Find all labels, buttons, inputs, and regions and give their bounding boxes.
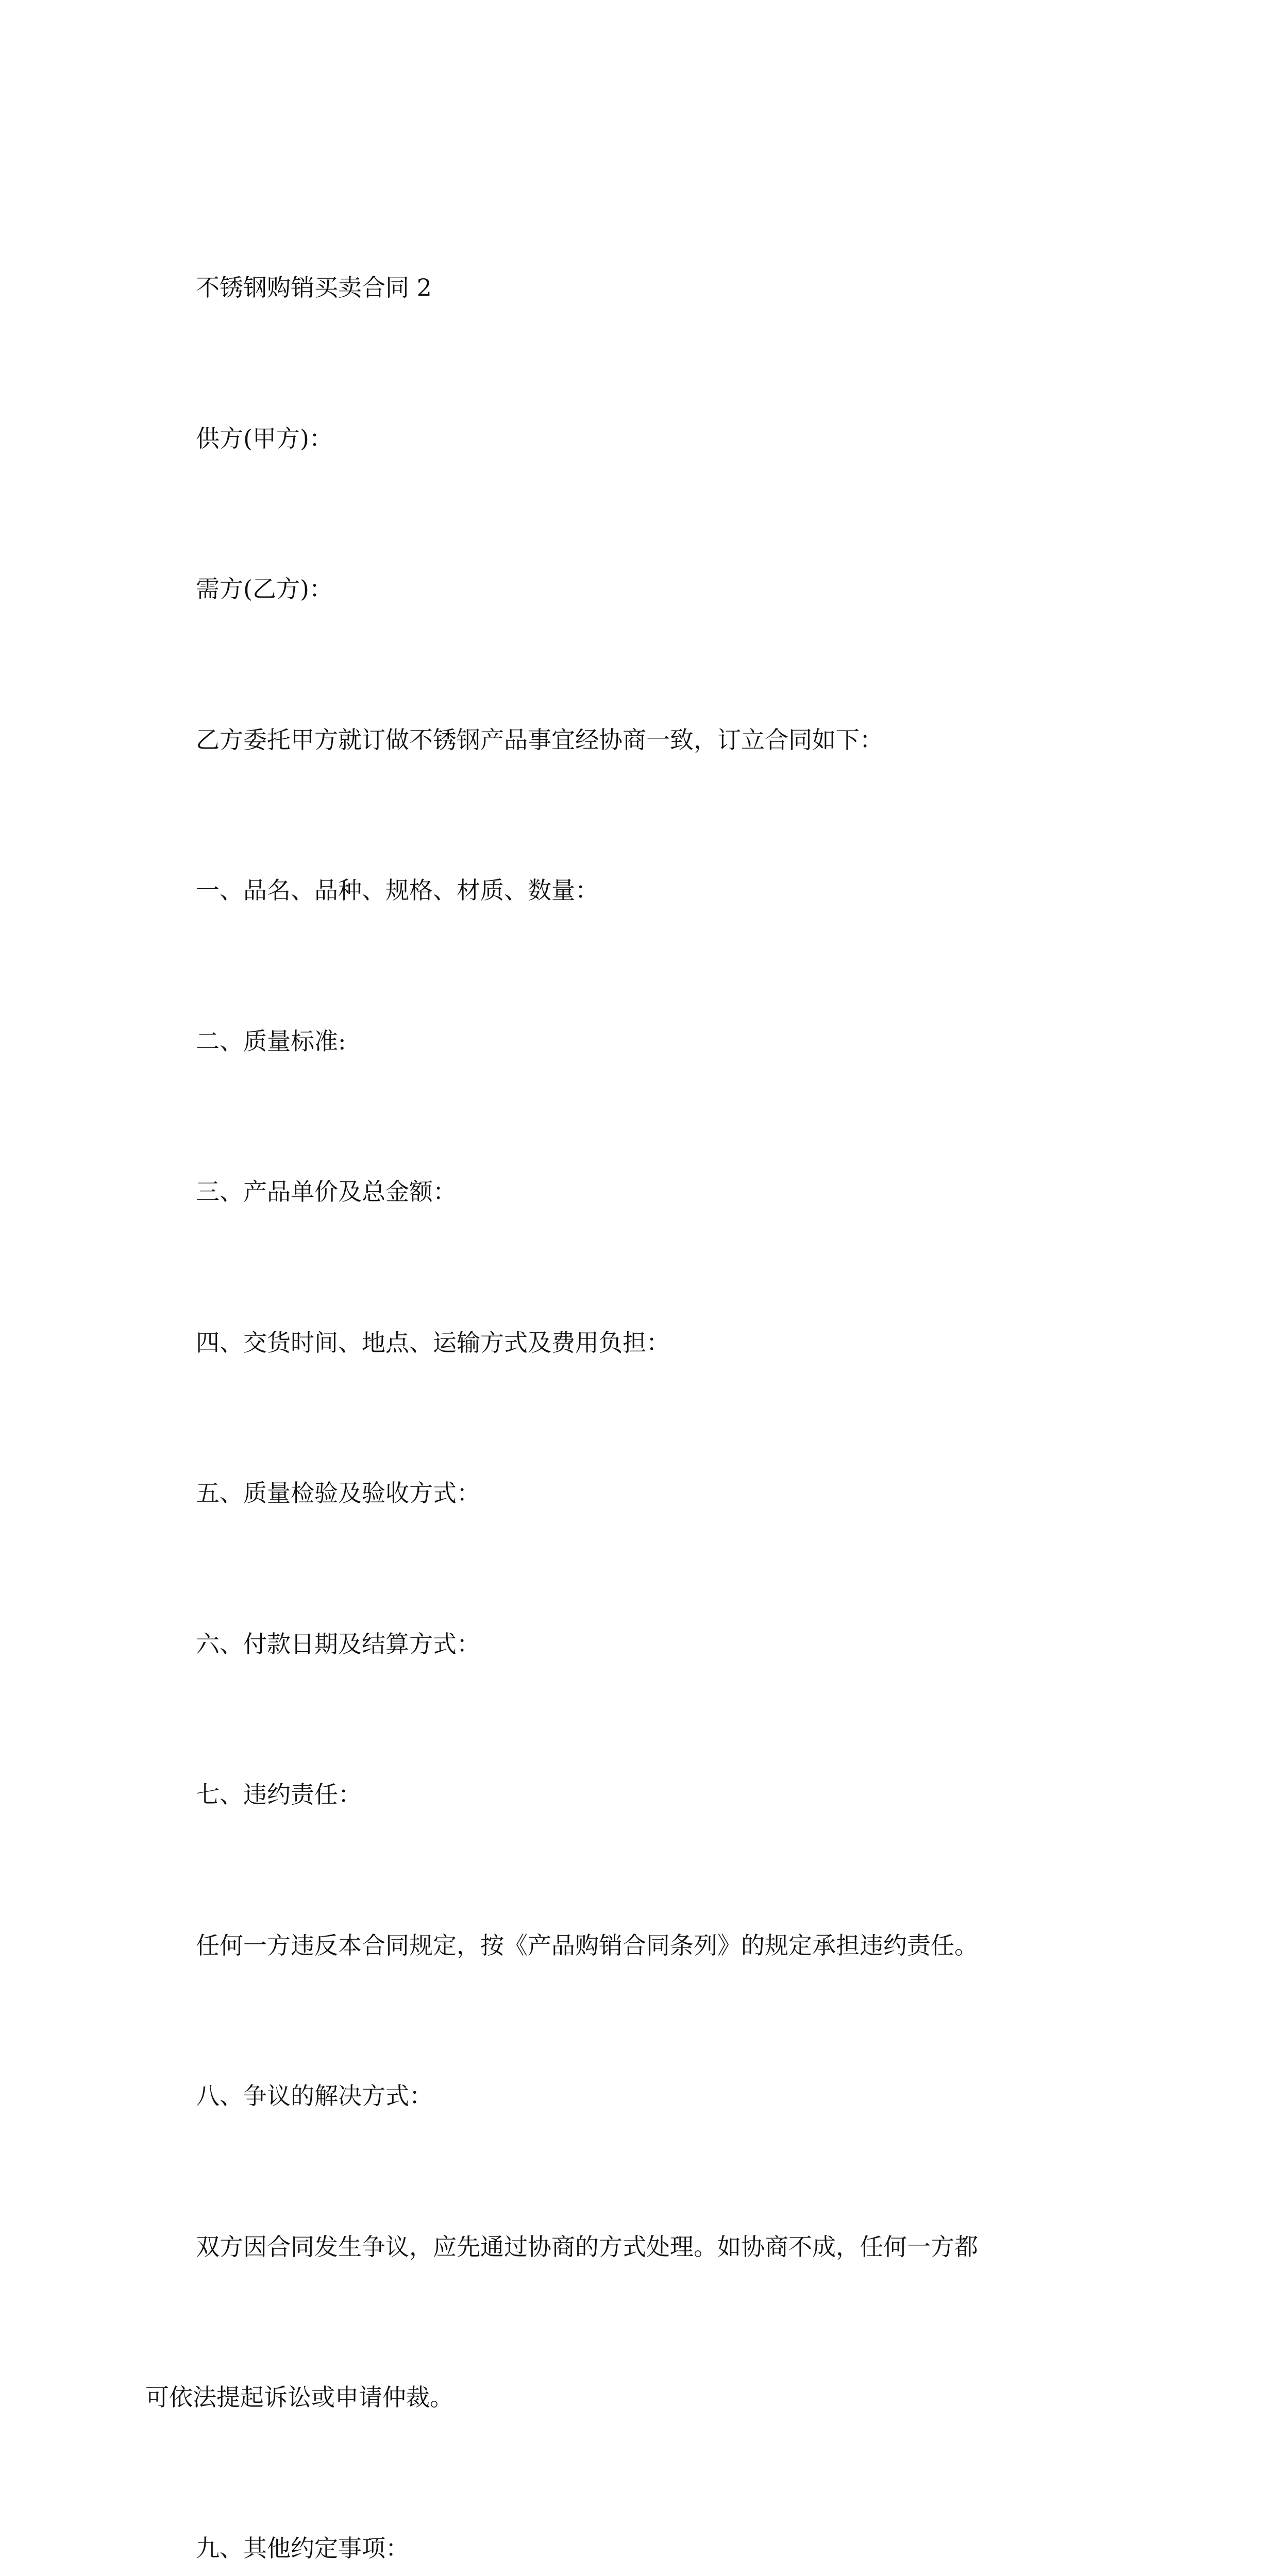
- contract2-clause3: 三、产品单价及总金额：: [196, 1178, 457, 1206]
- contract2-clause7: 七、违约责任：: [196, 1781, 362, 1808]
- contract2-buyer: 需方(乙方)：: [196, 575, 333, 603]
- contract2-supplier: 供方(甲方)：: [196, 424, 333, 452]
- contract2-clause7-text: 任何一方违反本合同规定，按《产品购销合同条列》的规定承担违约责任。: [196, 1931, 978, 1959]
- contract2-title: 不锈钢购销买卖合同 2: [196, 274, 432, 301]
- contract2-clause8-text-line1: 双方因合同发生争议，应先通过协商的方式处理。如协商不成，任何一方都: [196, 2232, 978, 2261]
- contract2-clause9: 九、其他约定事项：: [196, 2534, 409, 2562]
- contract2-clause8-text-line2: 可依法提起诉讼或申请仲裁。: [145, 2383, 453, 2411]
- contract2-clause4: 四、交货时间、地点、运输方式及费用负担：: [196, 1328, 670, 1357]
- document-body: [145, 162, 1103, 2576]
- contract2-clause6: 六、付款日期及结算方式：: [196, 1630, 480, 1658]
- contract2-clause5: 五、质量检验及验收方式：: [196, 1479, 480, 1507]
- contract2-clause1: 一、品名、品种、规格、材质、数量：: [196, 876, 599, 904]
- contract2-clause8: 八、争议的解决方式：: [196, 2082, 433, 2110]
- contract2-intro: 乙方委托甲方就订做不锈钢产品事宜经协商一致，订立合同如下：: [196, 725, 883, 754]
- contract2-clause2: 二、质量标准:: [196, 1027, 346, 1055]
